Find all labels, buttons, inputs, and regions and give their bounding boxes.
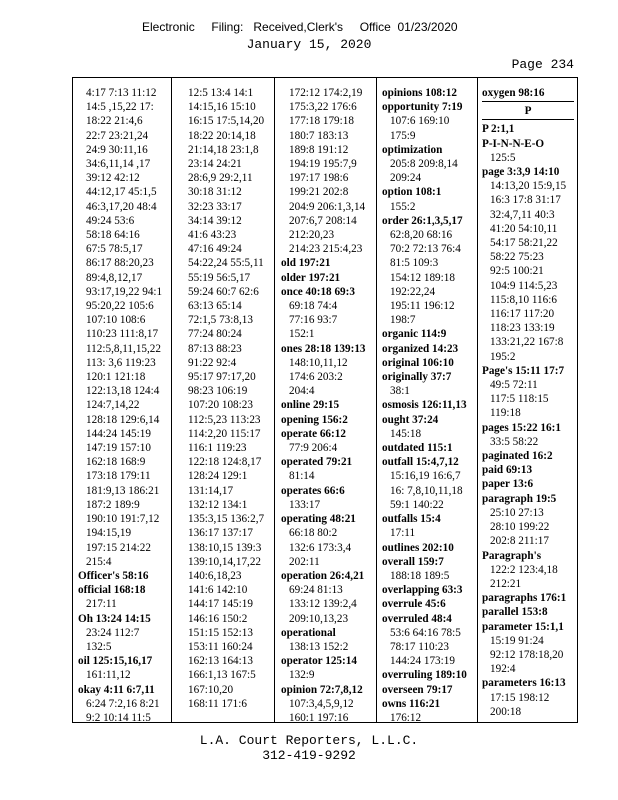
index-continuation: 15:16,19 16:6,7 [390, 470, 461, 483]
index-continuation: 69:24 81:13 [289, 584, 343, 597]
index-continuation: 110:23 111:8,17 [86, 328, 159, 341]
index-column-4 [382, 86, 475, 725]
index-continuation: 23:14 24:21 [188, 158, 242, 171]
index-entry: opportunity 7:19 [382, 101, 463, 114]
index-continuation: 17:15 198:12 [490, 691, 550, 704]
index-entry: Officer's 58:16 [78, 569, 149, 582]
index-continuation: 204:4 [289, 385, 315, 398]
index-continuation: 205:8 209:8,14 [390, 158, 458, 171]
index-entry: owns 116:21 [382, 697, 441, 710]
index-continuation: 136:17 137:17 [188, 527, 253, 540]
index-continuation: 59:1 140:22 [390, 498, 444, 511]
index-continuation: 49:5 72:11 [490, 379, 538, 392]
index-continuation: 15:19 91:24 [490, 634, 544, 647]
index-continuation: 62:8,20 68:16 [390, 229, 453, 242]
index-entry: okay 4:11 6:7,11 [78, 683, 155, 696]
index-continuation: 146:16 150:2 [188, 612, 248, 625]
index-continuation: 28:10 199:22 [490, 521, 550, 534]
index-continuation: 125:5 [490, 151, 516, 164]
index-continuation: 22:7 23:21,24 [86, 129, 149, 142]
index-continuation: 33:5 58:22 [490, 435, 539, 448]
index-entry: operates 66:6 [281, 484, 345, 497]
index-continuation: 116:1 119:23 [188, 442, 247, 455]
index-continuation: 194:15,19 [86, 527, 132, 540]
index-entry: once 40:18 69:3 [281, 285, 355, 298]
index-continuation: 195:2 [490, 350, 516, 363]
index-continuation: 18:22 20:14,18 [188, 129, 256, 142]
index-continuation: 176:12 [390, 711, 422, 724]
index-continuation: 91:22 92:4 [188, 356, 237, 369]
index-continuation: 161:11,12 [86, 669, 131, 682]
index-entry: oxygen 98:16 [482, 87, 545, 99]
index-continuation: 16:15 17:5,14,20 [188, 115, 265, 128]
index-entry: osmosis 126:11,13 [382, 399, 467, 412]
index-continuation: 132:9 [289, 669, 315, 682]
index-continuation: 132:5 [86, 640, 112, 653]
index-entry: paragraph 19:5 [482, 492, 557, 505]
index-entry: option 108:1 [382, 186, 442, 199]
index-continuation: 198:7 [390, 314, 416, 327]
index-continuation: 122:18 124:8,17 [188, 456, 262, 469]
index-continuation: 147:19 157:10 [86, 442, 151, 455]
court-reporter-phone: 312-419-9292 [262, 748, 356, 763]
index-continuation: 16:3 17:8 31:17 [490, 194, 561, 207]
index-continuation: 14:13,20 15:9,15 [490, 180, 567, 193]
index-entry: overall 159:7 [382, 555, 444, 568]
index-continuation: 9:2 10:14 11:5 [86, 711, 151, 724]
index-continuation: 4:17 7:13 11:12 [86, 87, 157, 99]
index-continuation: 30:18 31:12 [188, 186, 242, 199]
index-entry: organic 114:9 [382, 328, 447, 341]
index-continuation: 67:5 78:5,17 [86, 243, 143, 256]
index-continuation: 14:5 ,15,22 17: [86, 101, 154, 114]
index-continuation: 192:22,24 [390, 285, 436, 298]
index-continuation: 138:10,15 139:3 [188, 541, 262, 554]
index-continuation: 194:19 195:7,9 [289, 158, 357, 171]
index-column-2 [180, 86, 272, 711]
index-continuation: 202:11 [289, 555, 320, 568]
index-entry: outdated 115:1 [382, 442, 453, 455]
index-entry: opinion 72:7,8,12 [281, 683, 363, 696]
index-entry: paginated 16:2 [482, 450, 553, 463]
index-continuation: 204:9 206:1,3,14 [289, 200, 366, 213]
index-entry: operation 26:4,21 [281, 569, 365, 582]
index-entry: paper 13:6 [482, 478, 534, 491]
index-continuation: 41:20 54:10,11 [490, 222, 558, 235]
index-continuation: 168:11 171:6 [188, 697, 247, 710]
index-continuation: 188:18 189:5 [390, 569, 450, 582]
index-continuation: 162:13 164:13 [188, 655, 253, 668]
index-continuation: 38:1 [390, 385, 410, 398]
index-entry: outfalls 15:4 [382, 513, 441, 526]
index-continuation: 175:9 [390, 129, 416, 142]
section-letter: P [524, 105, 532, 118]
index-continuation: 190:10 191:7,12 [86, 513, 160, 526]
index-continuation: 200:18 [490, 705, 522, 718]
index-continuation: 92:5 100:21 [490, 265, 544, 278]
index-continuation: 175:3,22 176:6 [289, 101, 357, 114]
index-continuation: 189:8 191:12 [289, 143, 349, 156]
index-entry: older 197:21 [281, 271, 341, 284]
index-continuation: 133:12 139:2,4 [289, 598, 357, 611]
index-entry: overseen 79:17 [382, 683, 453, 696]
column-divider [376, 78, 377, 722]
index-continuation: 173:18 179:11 [86, 470, 151, 483]
page-number: Page 234 [511, 57, 574, 72]
index-continuation: 77:24 80:24 [188, 328, 242, 341]
index-continuation: 197:17 198:6 [289, 172, 349, 185]
index-continuation: 144:24 145:19 [86, 427, 151, 440]
index-continuation: 32:4,7,11 40:3 [490, 208, 555, 221]
index-continuation: 166:1,13 167:5 [188, 669, 256, 682]
index-continuation: 192:4 [490, 663, 516, 676]
index-entry: old 197:21 [281, 257, 331, 270]
index-entry: outlines 202:10 [382, 541, 454, 554]
index-continuation: 151:15 152:13 [188, 626, 253, 639]
index-frame [72, 77, 578, 723]
index-continuation: 93:17,19,22 94:1 [86, 285, 163, 298]
index-continuation: 54:22,24 55:5,11 [188, 257, 264, 270]
column-divider [171, 78, 172, 722]
index-continuation: 167:10,20 [188, 683, 234, 696]
section-rule [482, 101, 574, 102]
index-continuation: 177:18 179:18 [289, 115, 354, 128]
index-continuation: 122:13,18 124:4 [86, 385, 160, 398]
index-continuation: 12:5 13:4 14:1 [188, 87, 254, 99]
index-continuation: 212:21 [490, 577, 522, 590]
index-entry: page 3:3,9 14:10 [482, 166, 560, 179]
index-continuation: 92:12 178:18,20 [490, 648, 564, 661]
index-entry: oil 125:15,16,17 [78, 655, 153, 668]
index-continuation: 32:23 33:17 [188, 200, 242, 213]
index-continuation: 132:12 134:1 [188, 498, 248, 511]
column-divider [477, 78, 478, 722]
index-entry: operational [281, 626, 336, 639]
index-continuation: 86:17 88:20,23 [86, 257, 154, 270]
index-continuation: 214:23 215:4,23 [289, 243, 363, 256]
index-continuation: 181:9,13 186:21 [86, 484, 160, 497]
index-continuation: 153:11 160:24 [188, 640, 253, 653]
index-entry: Page's 15:11 17:7 [482, 364, 565, 377]
index-continuation: 112:5,23 113:23 [188, 413, 261, 426]
index-continuation: 58:22 75:23 [490, 251, 544, 264]
index-continuation: 118:23 133:19 [490, 322, 555, 335]
index-continuation: 107:6 169:10 [390, 115, 450, 128]
index-continuation: 154:12 189:18 [390, 271, 455, 284]
index-continuation: 28:6,9 29:2,11 [188, 172, 253, 185]
index-continuation: 58:18 64:16 [86, 229, 140, 242]
index-continuation: 14:15,16 15:10 [188, 101, 256, 114]
index-continuation: 131:14,17 [188, 484, 234, 497]
index-entry: overlapping 63:3 [382, 584, 463, 597]
index-continuation: 148:10,11,12 [289, 356, 348, 369]
index-entry: Paragraph's [482, 549, 542, 562]
index-entry: overrule 45:6 [382, 598, 446, 611]
index-entry: overruling 189:10 [382, 669, 467, 682]
index-continuation: 141:6 142:10 [188, 584, 248, 597]
column-divider [274, 78, 275, 722]
index-continuation: 122:2 123:4,18 [490, 563, 558, 576]
index-entry: opening 156:2 [281, 413, 348, 426]
index-column-3 [281, 86, 374, 725]
index-continuation: 144:17 145:19 [188, 598, 253, 611]
index-continuation: 115:8,10 116:6 [490, 293, 557, 306]
index-entry: Oh 13:24 14:15 [78, 612, 151, 625]
index-continuation: 23:24 112:7 [86, 626, 140, 639]
index-continuation: 34:6,11,14 ,17 [86, 158, 151, 171]
index-entry: ought 37:24 [382, 413, 439, 426]
index-continuation: 217:11 [86, 598, 117, 611]
index-continuation: 128:24 129:1 [188, 470, 248, 483]
index-continuation: 172:12 174:2,19 [289, 87, 363, 99]
index-continuation: 114:2,20 115:17 [188, 427, 261, 440]
index-entry: optimization [382, 143, 443, 156]
index-entry: operate 66:12 [281, 427, 346, 440]
court-reporter-name: L.A. Court Reporters, L.L.C. [199, 733, 419, 748]
transcript-date: January 15, 2020 [246, 37, 372, 52]
index-continuation: 6:24 7:2,16 8:21 [86, 697, 160, 710]
index-column-5 [482, 86, 574, 719]
index-entry: ones 28:18 139:13 [281, 342, 366, 355]
index-continuation: 212:20,23 [289, 229, 335, 242]
index-continuation: 54:17 58:21,22 [490, 237, 558, 250]
section-rule [482, 119, 574, 120]
footer [0, 733, 618, 763]
index-continuation: 135:3,15 136:2,7 [188, 513, 265, 526]
index-continuation: 133:17 [289, 498, 321, 511]
index-continuation: 209:10,13,23 [289, 612, 349, 625]
index-entry: online 29:15 [281, 399, 340, 412]
index-entry: operating 48:21 [281, 513, 356, 526]
index-continuation: 98:23 106:19 [188, 385, 248, 398]
index-continuation: 202:8 211:17 [490, 535, 549, 548]
index-entry: paragraphs 176:1 [482, 592, 567, 605]
index-continuation: 107:20 108:23 [188, 399, 253, 412]
index-continuation: 44:12,17 45:1,5 [86, 186, 157, 199]
index-continuation: 117:5 118:15 [490, 393, 549, 406]
index-continuation: 87:13 88:23 [188, 342, 242, 355]
index-continuation: 46:3,17,20 48:4 [86, 200, 157, 213]
index-continuation: 25:10 27:13 [490, 506, 544, 519]
index-continuation: 145:18 [390, 427, 422, 440]
index-continuation: 138:13 152:2 [289, 640, 349, 653]
index-continuation: 81:5 109:3 [390, 257, 439, 270]
index-continuation: 104:9 114:5,23 [490, 279, 558, 292]
index-continuation: 140:6,18,23 [188, 569, 242, 582]
index-continuation: 113: 3,6 119:23 [86, 356, 156, 369]
index-continuation: 174:6 203:2 [289, 371, 343, 384]
index-continuation: 128:18 129:6,14 [86, 413, 160, 426]
index-continuation: 81:14 [289, 470, 315, 483]
index-continuation: 77:16 93:7 [289, 314, 338, 327]
index-column-1 [78, 86, 170, 725]
index-continuation: 197:15 214:22 [86, 541, 151, 554]
index-continuation: 132:6 173:3,4 [289, 541, 352, 554]
index-continuation: 107:10 108:6 [86, 314, 146, 327]
index-continuation: 53:6 64:16 78:5 [390, 626, 461, 639]
index-continuation: 209:24 [390, 172, 422, 185]
index-entry: paid 69:13 [482, 464, 533, 477]
index-entry: parameter 15:1,1 [482, 620, 564, 633]
index-continuation: 155:2 [390, 200, 416, 213]
index-entry: P 2:1,1 [482, 123, 515, 136]
index-continuation: 55:19 56:5,17 [188, 271, 251, 284]
index-continuation: 199:21 202:8 [289, 186, 349, 199]
index-continuation: 107:3,4,5,9,12 [289, 697, 354, 710]
index-continuation: 49:24 53:6 [86, 214, 135, 227]
index-continuation: 95:20,22 105:6 [86, 300, 154, 313]
index-continuation: 195:11 196:12 [390, 300, 455, 313]
index-entry: outfall 15:4,7,12 [382, 456, 459, 469]
index-continuation: 139:10,14,17,22 [188, 555, 262, 568]
index-entry: organized 14:23 [382, 342, 459, 355]
index-continuation: 66:18 80:2 [289, 527, 338, 540]
index-continuation: 70:2 72:13 76:4 [390, 243, 461, 256]
index-continuation: 34:14 39:12 [188, 214, 242, 227]
index-entry: operated 79:21 [281, 456, 353, 469]
index-continuation: 78:17 110:23 [390, 640, 449, 653]
index-entry: official 168:18 [78, 584, 146, 597]
index-entry: order 26:1,3,5,17 [382, 214, 463, 227]
index-continuation: 72:1,5 73:8,13 [188, 314, 253, 327]
index-continuation: 24:9 30:11,16 [86, 143, 148, 156]
index-entry: parallel 153:8 [482, 606, 548, 619]
index-continuation: 120:1 121:18 [86, 371, 146, 384]
filing-stamp: Electronic Filing: Received,Clerk's Office 01/23/2020 [142, 20, 458, 34]
index-continuation: 17:11 [390, 527, 416, 540]
index-continuation: 144:24 173:19 [390, 655, 455, 668]
index-continuation: 152:1 [289, 328, 315, 341]
index-entry: original 106:10 [382, 356, 454, 369]
index-entry: operator 125:14 [281, 655, 357, 668]
index-continuation: 112:5,8,11,15,22 [86, 342, 161, 355]
index-continuation: 39:12 42:12 [86, 172, 140, 185]
index-continuation: 69:18 74:4 [289, 300, 338, 313]
index-continuation: 95:17 97:17,20 [188, 371, 256, 384]
index-continuation: 215:4 [86, 555, 112, 568]
index-continuation: 89:4,8,12,17 [86, 271, 143, 284]
index-entry: pages 15:22 16:1 [482, 421, 561, 434]
index-continuation: 41:6 43:23 [188, 229, 237, 242]
index-continuation: 47:16 49:24 [188, 243, 242, 256]
index-continuation: 116:17 117:20 [490, 308, 555, 321]
index-continuation: 160:1 197:16 [289, 711, 349, 724]
index-entry: P-I-N-N-E-O [482, 137, 545, 150]
index-entry: parameters 16:13 [482, 677, 566, 690]
index-continuation: 119:18 [490, 407, 521, 420]
index-entry: overruled 48:4 [382, 612, 452, 625]
index-continuation: 187:2 189:9 [86, 498, 140, 511]
index-entry: opinions 108:12 [382, 87, 457, 99]
index-entry: originally 37:7 [382, 371, 452, 384]
index-continuation: 59:24 60:7 62:6 [188, 285, 259, 298]
index-continuation: 133:21,22 167:8 [490, 336, 564, 349]
index-continuation: 180:7 183:13 [289, 129, 349, 142]
index-continuation: 207:6,7 208:14 [289, 214, 357, 227]
index-continuation: 16: 7,8,10,11,18 [390, 484, 463, 497]
index-continuation: 162:18 168:9 [86, 456, 146, 469]
index-continuation: 21:14,18 23:1,8 [188, 143, 259, 156]
index-continuation: 124:7,14,22 [86, 399, 140, 412]
index-continuation: 77:9 206:4 [289, 442, 338, 455]
index-continuation: 18:22 21:4,6 [86, 115, 143, 128]
index-continuation: 63:13 65:14 [188, 300, 242, 313]
